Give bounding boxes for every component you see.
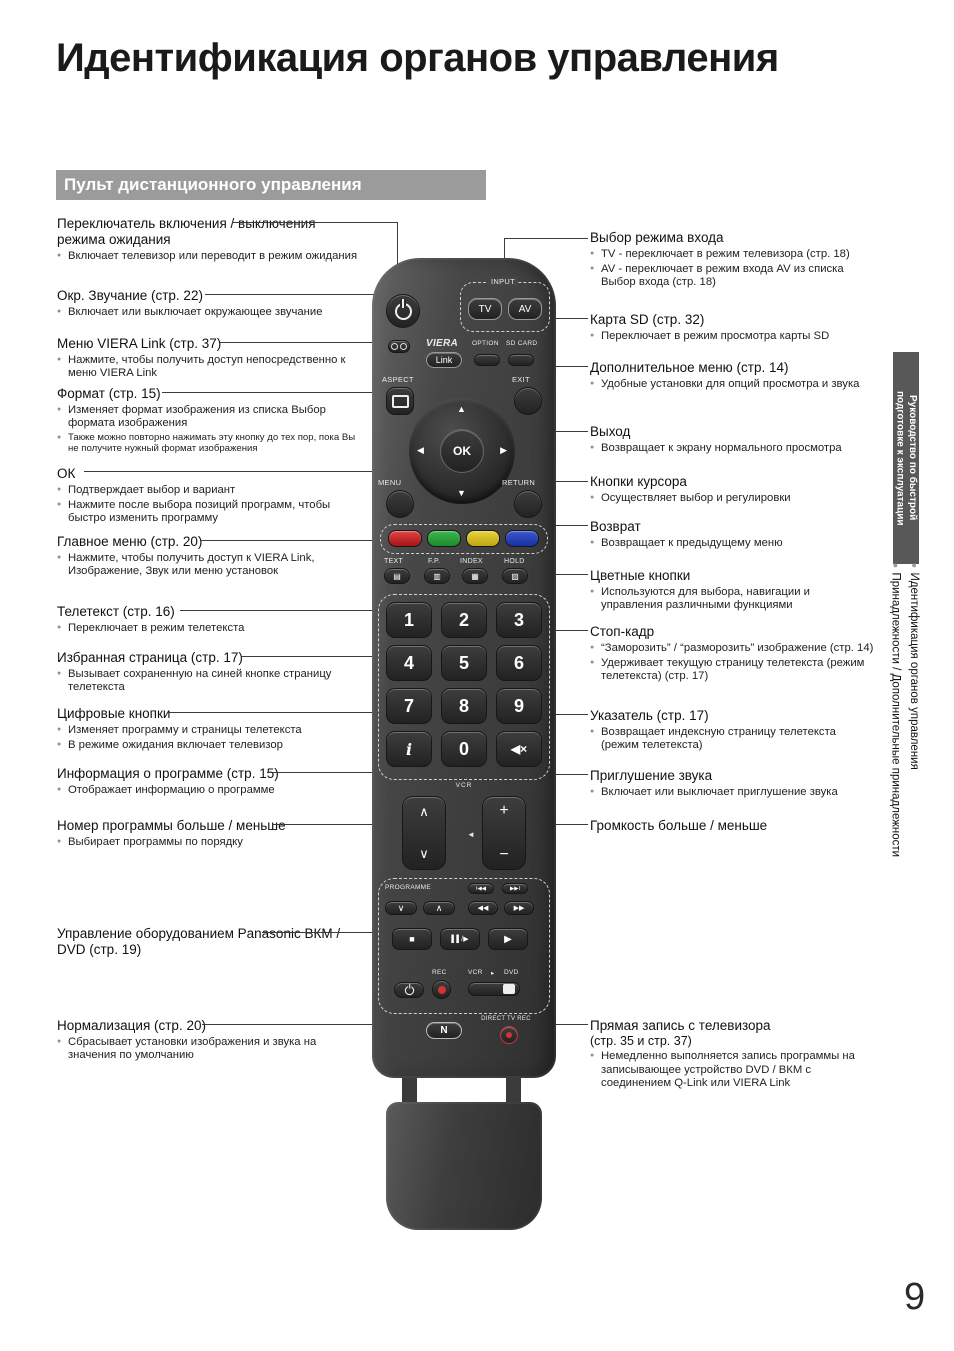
annotation-title: Окр. Звучание (стр. 22) (57, 288, 203, 303)
vcr-dvd-switch (468, 982, 520, 996)
remote-lower-body (386, 1102, 542, 1230)
annotation-bullet: ● Включает или выключает окружающее звучание (57, 306, 363, 319)
annotation-title: Переключатель включения / выключения режима ожидания (57, 216, 316, 247)
hold-label: HOLD (504, 558, 525, 565)
stop-button: ■ (392, 928, 432, 950)
arrow-up-icon: ▲ (457, 404, 466, 414)
fp-label: F.P. (428, 558, 441, 565)
menu-button (386, 490, 414, 518)
yellow-button (466, 530, 500, 547)
annotation-title: ОК (57, 466, 76, 481)
sd-card-button (508, 354, 534, 366)
text-label: TEXT (384, 558, 404, 565)
leader-line (232, 222, 397, 223)
annotation-title: Меню VIERA Link (стр. 37) (57, 336, 222, 351)
annotation-bullet: ● Переключает в режим просмотра карты SD (590, 330, 874, 343)
ok-button: OK (440, 429, 484, 473)
surround-button (388, 340, 410, 353)
leader-line (551, 630, 588, 631)
annotation-title: Информация о программе (стр. 15) (57, 766, 279, 781)
programme-rocker (402, 796, 446, 870)
leader-line (200, 540, 400, 541)
fast-forward-button: ▶▶ (504, 901, 534, 915)
annotation-direct-rec (590, 1018, 874, 1090)
arrow-left-icon: ◀ (417, 445, 424, 455)
plus-icon: + (499, 802, 509, 819)
annotation-coloured-buttons (590, 568, 874, 612)
green-button (427, 530, 461, 547)
annotation-title: Указатель (стр. 17) (590, 708, 709, 723)
digit-0-button: 0 (441, 731, 487, 767)
annotation-bullet: ● Удерживает текущую страницу телетекста (режим телетекста) (стр. 17) (590, 657, 874, 683)
digit-3-button: 3 (496, 602, 542, 638)
leader-line (262, 932, 378, 933)
annotation-title: Дополнительное меню (стр. 14) (590, 360, 789, 375)
red-button (388, 530, 422, 547)
digit-4-button: 4 (386, 645, 432, 681)
digit-9-button: 9 (496, 688, 542, 724)
skip-forward-button: ▶▶I (502, 883, 528, 894)
menu-label: MENU (378, 478, 402, 487)
fp-button: ▥ (424, 568, 450, 584)
chevron-down-icon: ∨ (419, 846, 429, 861)
surround-icon (391, 343, 407, 350)
dvd-switch-label: DVD (504, 969, 519, 976)
rec-dot-icon (438, 986, 446, 994)
annotation-bullet: ● Сбрасывает установки изображения и звука на значения по умолчанию (57, 1036, 363, 1062)
annotation-subtitle: (стр. 35 и стр. 37) (590, 1033, 692, 1048)
annotation-surround (57, 288, 363, 319)
index-label: INDEX (460, 558, 483, 565)
leader-line (180, 610, 397, 611)
sidebar-item-accessories: ● Принадлежности / Дополнительные принадлежности (887, 560, 903, 857)
play-button: ▶ (488, 928, 528, 950)
annotation-bullet: ● Нажмите, чтобы получить доступ непосредственно к меню VIERA Link (57, 354, 363, 380)
leader-line (167, 712, 378, 713)
annotation-bullet: ● Вызывает сохраненную на синей кнопке страницу телетекста (57, 668, 363, 694)
sd-card-label: SD CARD (506, 340, 538, 347)
annotation-option-menu (590, 360, 874, 391)
text-button: ▤ (384, 568, 410, 584)
pause-play-button: ▌▌/▶ (440, 928, 480, 950)
sidebar-tab-line: подготовке к эксплуатации (894, 390, 906, 526)
annotation-bullet: ● Отображает информацию о программе (57, 784, 363, 797)
annotation-bullet: ● Осуществляет выбор и регулировки (590, 492, 874, 505)
annotation-bullet: ● Включает или выключает приглушение звука (590, 786, 874, 799)
arrow-down-icon: ▼ (457, 488, 466, 498)
digit-1-button: 1 (386, 602, 432, 638)
programme-up-button: ∧ (423, 901, 455, 915)
equipment-power-button (394, 982, 424, 998)
annotation-bullet: ● Также можно повторно нажимать эту кнопку до тех пор, пока Вы не получите нужный формат изображения (57, 432, 363, 454)
annotation-title: Цифровые кнопки (57, 706, 171, 721)
blue-button (505, 530, 539, 547)
power-icon (395, 303, 412, 320)
annotation-bullet: ● “Заморозить” / “разморозить” изображение (стр. 14) (590, 642, 874, 655)
digit-7-button: 7 (386, 688, 432, 724)
annotation-programme-updown (57, 818, 363, 849)
annotation-title: Цветные кнопки (590, 568, 691, 583)
annotation-sd-card (590, 312, 874, 343)
page-title: Идентификация органов управления (56, 36, 779, 80)
remote-control (372, 258, 556, 1078)
exit-button (514, 387, 542, 415)
arrow-right-icon: ▶ (500, 445, 507, 455)
exit-label: EXIT (512, 375, 530, 384)
annotation-bullet: ● Подтверждает выбор и вариант (57, 484, 363, 497)
option-button (474, 354, 500, 366)
annotation-bullet: ● AV - переключает в режим входа AV из списка Выбор входа (стр. 18) (590, 263, 874, 289)
link-button: Link (426, 352, 462, 368)
leader-line (504, 238, 588, 239)
leader-line (205, 294, 391, 295)
annotation-title: Главное меню (стр. 20) (57, 534, 203, 549)
annotation-title: Стоп-кадр (590, 624, 655, 639)
annotation-title: Кнопки курсора (590, 474, 687, 489)
page-number: 9 (904, 1276, 926, 1318)
annotation-title: Избранная страница (стр. 17) (57, 650, 243, 665)
annotation-cursor-buttons (590, 474, 874, 505)
annotation-volume (590, 818, 874, 834)
annotation-bullet: ● Нажмите, чтобы получить доступ к VIERA Link, Изображение, Звук или меню установок (57, 552, 363, 578)
annotation-title: Номер программы больше / меньше (57, 818, 286, 833)
aspect-button (386, 387, 414, 415)
annotation-programme-info (57, 766, 363, 797)
annotation-index (590, 708, 874, 752)
cursor-pad (409, 398, 515, 504)
annotation-bullet: ● Используются для выбора, навигации и управления различными функциями (590, 586, 874, 612)
brand-logo: VIERA (426, 338, 459, 349)
direct-tv-rec-label: DIRECT TV REC (481, 1016, 531, 1022)
return-button (514, 490, 542, 518)
rec-dot-icon (506, 1032, 512, 1038)
annotation-title: Прямая запись с телевизора (590, 1018, 771, 1033)
annotation-aspect (57, 386, 363, 454)
programme-label: PROGRAMME (385, 884, 432, 891)
programme-down-button: ∨ (385, 901, 417, 915)
leader-line (551, 714, 588, 715)
annotation-bullet: ● Возвращает к предыдущему меню (590, 537, 874, 550)
leader-line (162, 392, 388, 393)
sidebar-tab-line: Руководство по быстрой (907, 395, 918, 521)
annotation-title: Управление оборудованием Panasonic ВКМ / DVD (стр. 19) (57, 926, 341, 957)
annotation-title: Выход (590, 424, 631, 439)
annotation-title: Телетекст (стр. 16) (57, 604, 175, 619)
annotation-bullet: ● В режиме ожидания включает телевизор (57, 739, 363, 752)
annotation-bullet: ● Нажмите после выбора позиций программ, чтобы быстро изменить программу (57, 499, 363, 525)
annotation-bullet: ● Возвращает индексную страницу телетекста (режим телетекста) (590, 726, 874, 752)
annotation-title: Возврат (590, 519, 641, 534)
power-icon (404, 985, 413, 994)
annotation-title: Выбор режима входа (590, 230, 724, 245)
hold-button: ▨ (502, 568, 528, 584)
tv-button: TV (468, 298, 502, 320)
annotation-input-mode (590, 230, 874, 290)
digit-8-button: 8 (441, 688, 487, 724)
vcr-label: VCR (455, 782, 473, 789)
chevron-up-icon: ∧ (419, 804, 429, 819)
annotation-teletext (57, 604, 363, 635)
power-button (386, 294, 420, 328)
aspect-label: ASPECT (382, 375, 414, 384)
normalisation-button: N (426, 1022, 462, 1039)
mute-button: ◀× (496, 731, 542, 767)
aspect-icon (392, 395, 409, 408)
sidebar-item-identification: ● Идентификация органов управления (906, 560, 922, 857)
annotation-return (590, 519, 874, 550)
annotation-bullet: ● Возвращает к экрану нормального просмотра (590, 442, 874, 455)
annotation-bullet: ● TV - переключает в режим телевизора (стр. 18) (590, 248, 874, 261)
input-label: INPUT (488, 277, 518, 286)
speaker-icon: ◄ (467, 830, 476, 839)
direct-tv-rec-button (500, 1026, 518, 1044)
annotation-title: Карта SD (стр. 32) (590, 312, 705, 327)
info-button: i (386, 731, 432, 767)
switch-knob (503, 984, 515, 994)
annotation-title: Формат (стр. 15) (57, 386, 161, 401)
triangle-right-icon: ▸ (491, 970, 495, 977)
annotation-title: Приглушение звука (590, 768, 713, 783)
annotation-bullet: ● Немедленно выполняется запись программы на записывающее устройство DVD / ВКМ с соединением Q-Link или VIERA Link (590, 1050, 874, 1090)
vcr-switch-label: VCR (468, 969, 483, 976)
annotation-bullet: ● Изменяет формат изображения из списка Выбор формата изображения (57, 404, 363, 430)
rewind-button: ◀◀ (468, 901, 498, 915)
annotation-bullet: ● Включает телевизор или переводит в режим ожидания (57, 250, 363, 263)
index-button: ▦ (462, 568, 488, 584)
minus-icon: − (499, 846, 509, 863)
digit-6-button: 6 (496, 645, 542, 681)
annotation-equipment-control (57, 926, 363, 958)
annotation-exit (590, 424, 874, 455)
annotation-bullet: ● Выбирает программы по порядку (57, 836, 363, 849)
return-label: RETURN (502, 478, 536, 487)
annotation-bullet: ● Удобные установки для опций просмотра и звука (590, 378, 874, 391)
sidebar-section-list (884, 560, 921, 857)
section-header: Пульт дистанционного управления (56, 170, 486, 200)
rec-label: REC (432, 969, 447, 976)
annotation-bullet: ● Переключает в режим телетекста (57, 622, 363, 635)
volume-rocker (482, 796, 526, 870)
digit-5-button: 5 (441, 645, 487, 681)
sidebar-tab-quick-guide (893, 352, 919, 564)
rec-button (432, 980, 451, 999)
option-label: OPTION (472, 340, 499, 347)
annotation-title: Громкость больше / меньше (590, 818, 768, 833)
av-button: AV (508, 298, 542, 320)
annotation-hold (590, 624, 874, 684)
digit-2-button: 2 (441, 602, 487, 638)
skip-back-button: I◀◀ (468, 883, 494, 894)
annotation-title: Нормализация (стр. 20) (57, 1018, 206, 1033)
annotation-mute (590, 768, 874, 799)
annotation-ok (57, 466, 363, 526)
annotation-bullet: ● Изменяет программу и страницы телетекста (57, 724, 363, 737)
annotation-power-switch (57, 216, 363, 263)
